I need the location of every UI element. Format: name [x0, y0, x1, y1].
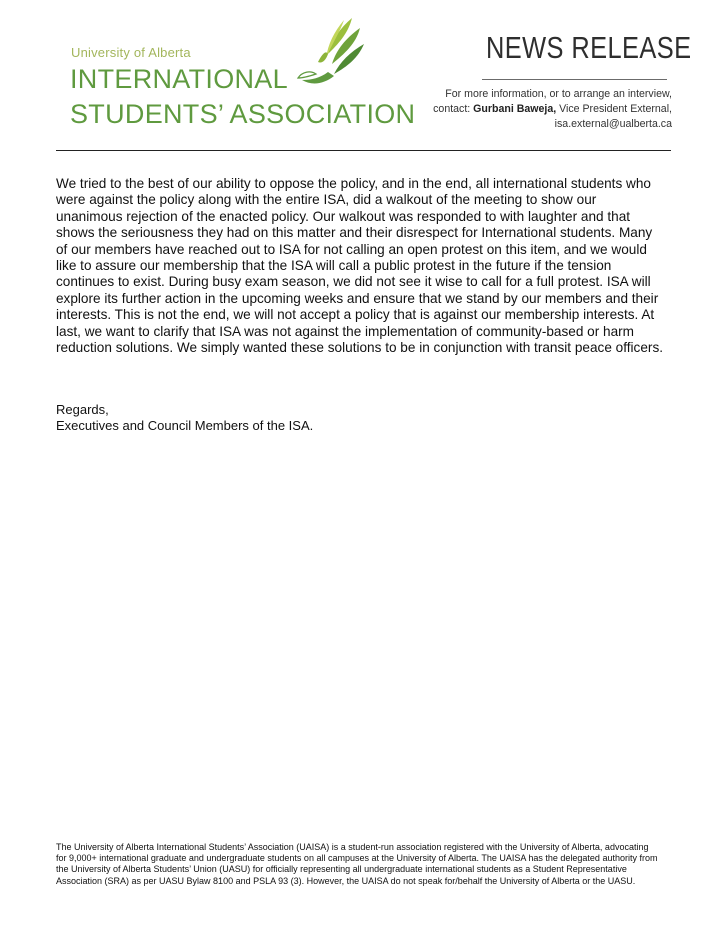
contact-line1: For more information, or to arrange an interview, [445, 88, 672, 100]
title-divider [482, 79, 667, 80]
contact-name: Gurbani Baweja, [473, 103, 557, 115]
body-paragraph: We tried to the best of our ability to oppose the policy, and in the end, all international students who were against the policy along with the entire ISA, did a walkout of the meeting to show our unanimous rejection of the enacted policy. Our walkout was responded to with laughter and that shows the seriousness they had on this matter and their disrespect for International students. Many of our members have reached out to ISA for not calling an open protest on this item, and we would like to assure our membership that the ISA will call a public protest in the future if the tension continues to exist. During busy exam season, we did not see it wise to call for a full protest. ISA will explore its further action in the upcoming weeks and ensure that we stand by our members and their interests. This is not the end, we will not accept a policy that is against our membership interests. At last, we want to clarify that ISA was not against the implementation of community-based or harm reduction solutions. We simply wanted these solutions to be in conjunction with transit peace officers. [56, 176, 664, 356]
regards-text: Regards, [56, 402, 109, 417]
footer-disclaimer: The University of Alberta International Students’ Association (UAISA) is a student-run association registered with the University of Alberta, advocating for 9,000+ international graduate and undergraduate students on all campuses at the University of Alberta. The UAISA has the delegated authority from the University of Alberta Students’ Union (UASU) for officially representing all undergraduate international students as a Student Representative Association (SRA) as per UASU Bylaw 8100 and PSLA 93 (3). However, the UAISA do not speak for/behalf the University of Alberta or the UASU. [56, 842, 658, 886]
header-divider [56, 150, 671, 151]
contact-email: isa.external@ualberta.ca [554, 118, 672, 130]
university-name: University of Alberta [71, 45, 191, 60]
org-name-line1: INTERNATIONAL [70, 64, 288, 94]
contact-role: Vice President External, [556, 103, 672, 115]
news-release-title: NEWS RELEASE [486, 30, 692, 65]
org-name-line2: STUDENTS’ ASSOCIATION [70, 99, 416, 129]
contact-info [433, 87, 672, 132]
contact-line2 [433, 102, 672, 117]
closing [56, 402, 313, 435]
contact-prefix: contact: [433, 103, 474, 115]
signoff-text: Executives and Council Members of the ISA. [56, 418, 314, 434]
bird-logo-icon [288, 14, 368, 94]
